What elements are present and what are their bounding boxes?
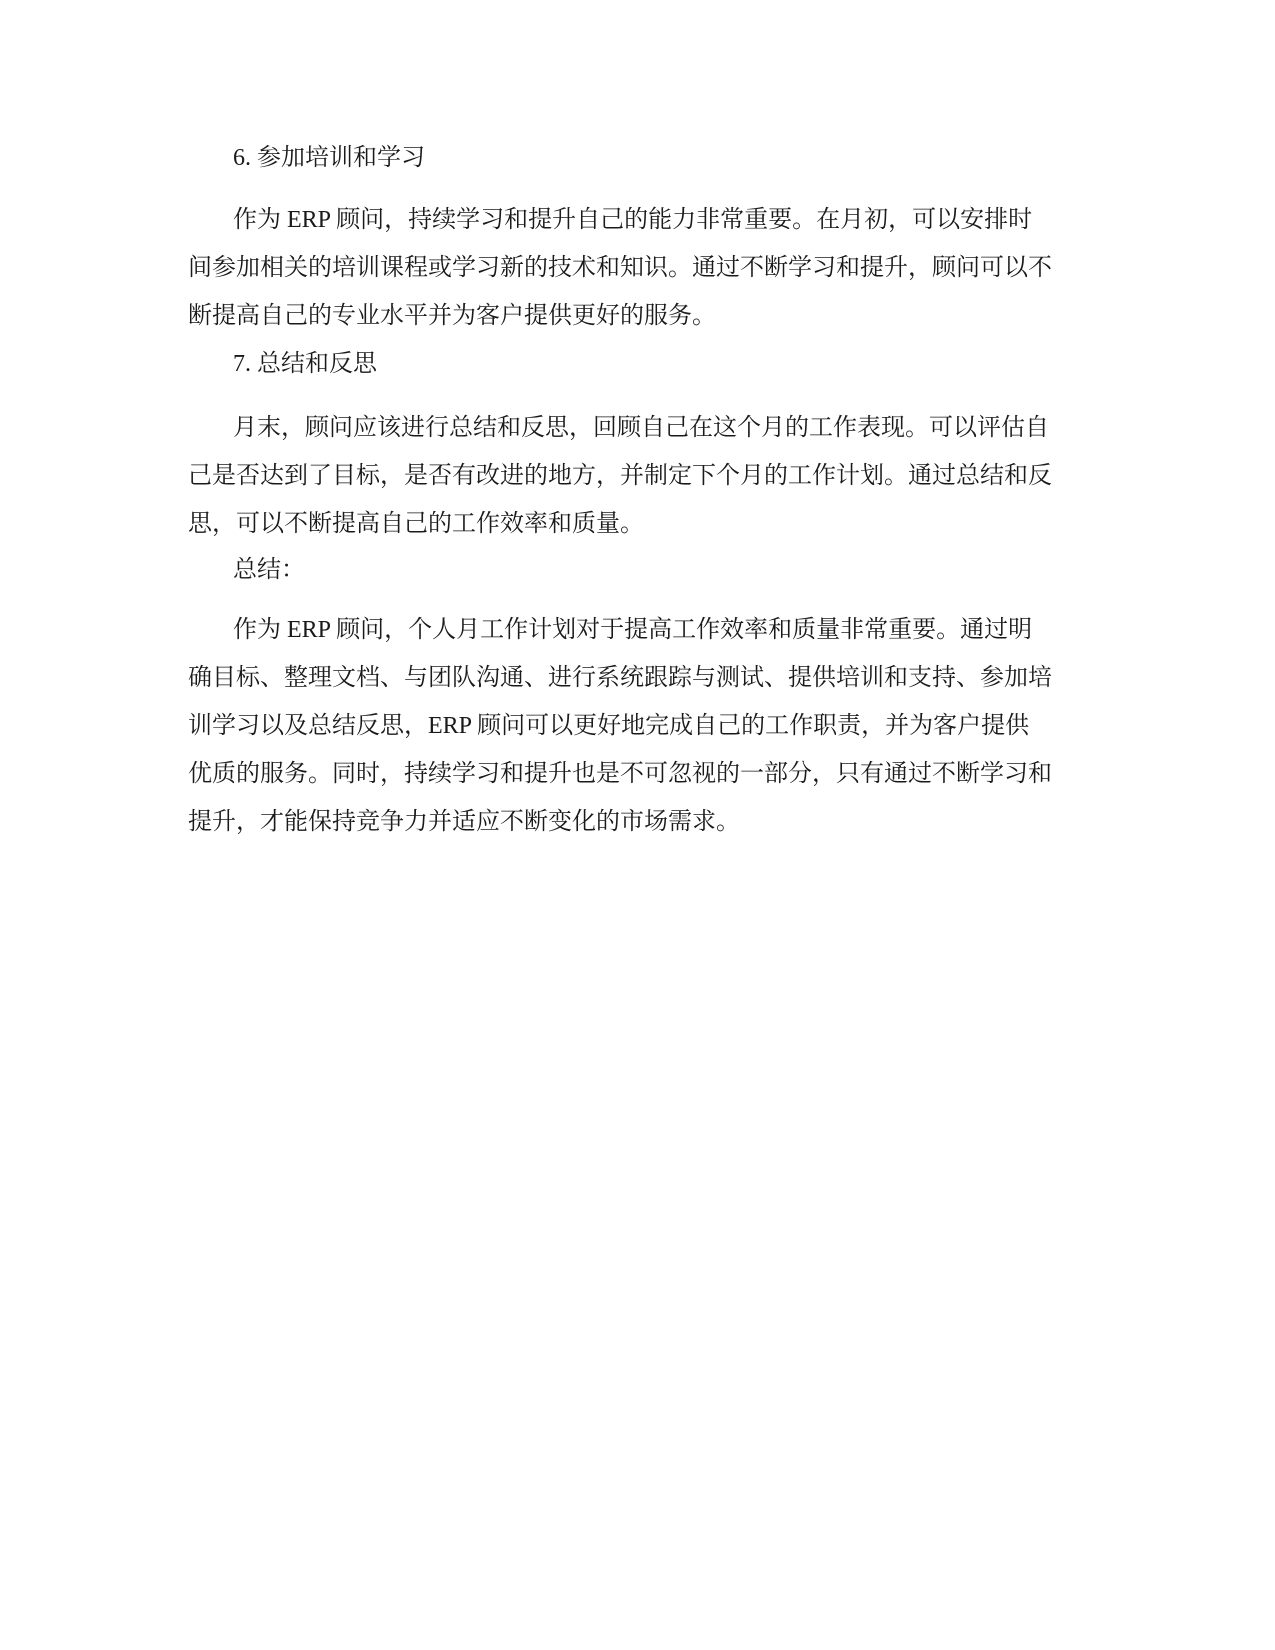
paragraph-line: 间参加相关的培训课程或学习新的技术和知识。通过不断学习和提升，顾问可以不: [188, 255, 1052, 281]
heading-text: 总结：: [233, 557, 305, 583]
paragraph-line: 月末，顾问应该进行总结和反思，回顾自己在这个月的工作表现。可以评估自: [233, 415, 1049, 441]
paragraph-line: 训学习以及总结反思，ERP 顾问可以更好地完成自己的工作职责，并为客户提供: [188, 713, 1030, 739]
paragraph-line: 优质的服务。同时，持续学习和提升也是不可忽视的一部分，只有通过不断学习和: [188, 761, 1052, 787]
section-7-heading: [188, 340, 1088, 388]
summary-heading: [188, 546, 1088, 594]
paragraph-line: 断提高自己的专业水平并为客户提供更好的服务。: [188, 303, 716, 329]
section-6-heading: [188, 134, 1088, 182]
paragraph-line: 提升，才能保持竞争力并适应不断变化的市场需求。: [188, 809, 740, 835]
paragraph-line: 己是否达到了目标，是否有改进的地方，并制定下个月的工作计划。通过总结和反: [188, 463, 1052, 489]
section-6-paragraph: [188, 196, 1088, 340]
paragraph-line: 作为 ERP 顾问，持续学习和提升自己的能力非常重要。在月初，可以安排时: [233, 207, 1033, 233]
heading-text: 7. 总结和反思: [233, 351, 377, 377]
paragraph-line: 确目标、整理文档、与团队沟通、进行系统跟踪与测试、提供培训和支持、参加培: [188, 665, 1052, 691]
section-7-paragraph: [188, 404, 1088, 548]
summary-paragraph: [188, 606, 1088, 846]
paragraph-line: 作为 ERP 顾问，个人月工作计划对于提高工作效率和质量非常重要。通过明: [233, 617, 1033, 643]
paragraph-line: 思，可以不断提高自己的工作效率和质量。: [188, 511, 644, 537]
heading-text: 6. 参加培训和学习: [233, 145, 425, 171]
